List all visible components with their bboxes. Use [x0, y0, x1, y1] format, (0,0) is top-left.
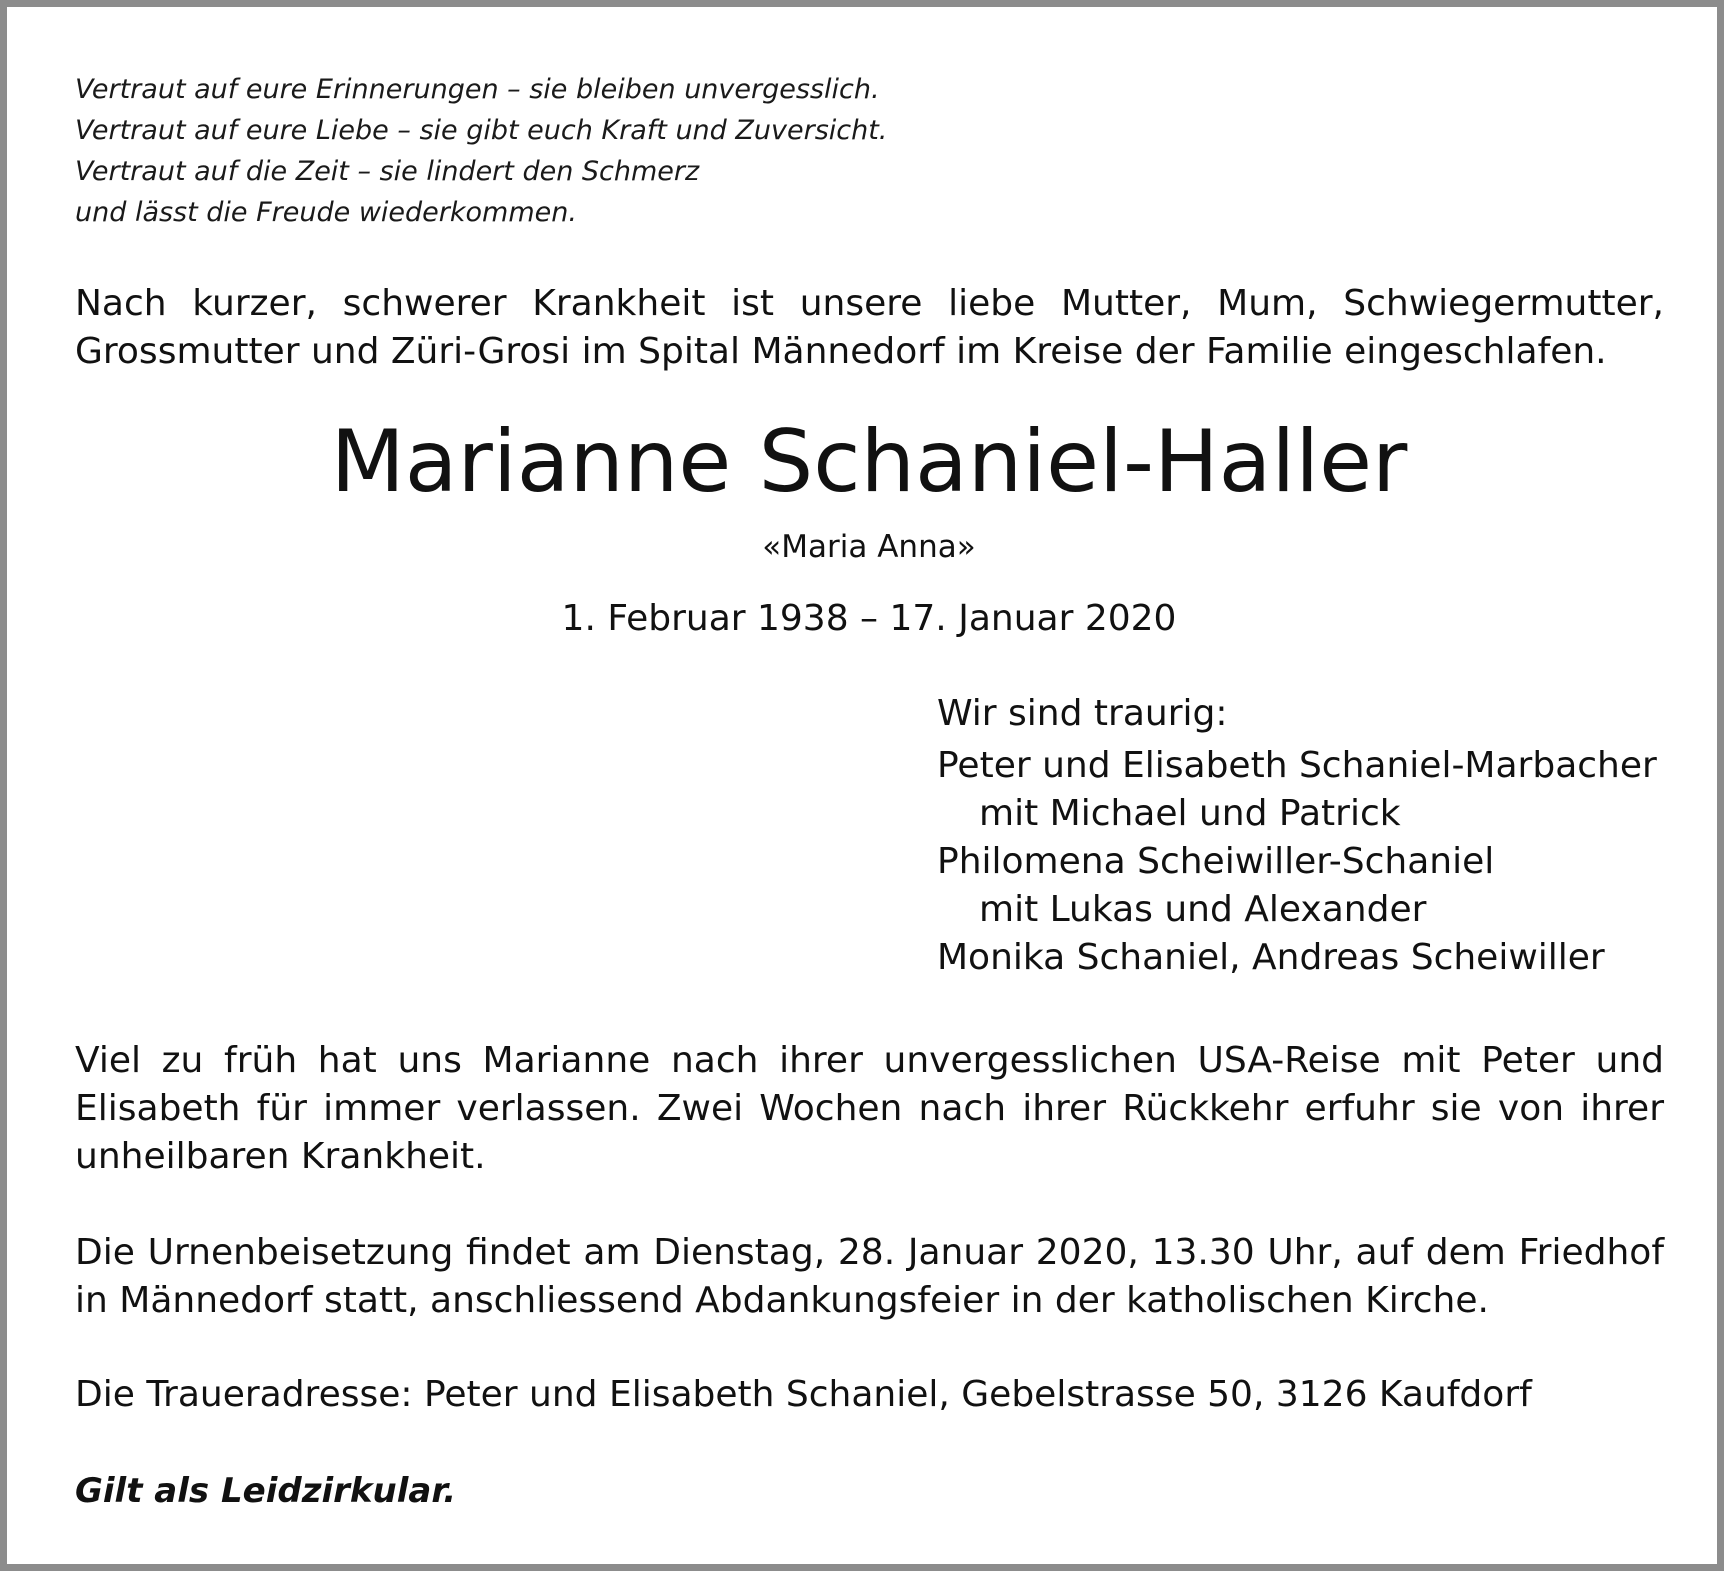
intro-text: Nach kurzer, schwerer Krankheit ist unsere liebe Mutter, Mum, Schwiegermutter, Grossmutter und Züri-Grosi im Spital Männedorf im Kreise der Familie eingeschlafen. [75, 283, 1664, 372]
mourning-address: Die Traueradresse: Peter und Elisabeth Schaniel, Gebelstrasse 50, 3126 Kaufdorf [75, 1374, 1532, 1415]
mourner-line: Monika Schaniel, Andreas Scheiwiller [937, 937, 1605, 978]
poem [75, 69, 1175, 233]
mourner-line: Philomena Scheiwiller-Schaniel [937, 841, 1495, 882]
funeral-info-paragraph: Die Urnenbeisetzung findet am Dienstag, 28. Januar 2020, 13.30 Uhr, auf dem Friedhof in Männedorf statt, anschliessend Abdankungsfeier in der katholischen Kirche. [75, 1232, 1664, 1321]
deceased-nickname: «Maria Anna» [762, 529, 976, 565]
mourners-heading: Wir sind traurig: [937, 693, 1228, 734]
poem-line: und lässt die Freude wiederkommen. [75, 197, 577, 228]
poem-line: Vertraut auf die Zeit – sie lindert den Schmerz [75, 156, 700, 187]
closing-note: Gilt als Leidzirkular. [75, 1471, 457, 1511]
mourner-line: mit Lukas und Alexander [979, 889, 1427, 930]
poem-line: Vertraut auf eure Liebe – sie gibt euch Kraft und Zuversicht. [75, 115, 888, 146]
mourner-line: Peter und Elisabeth Schaniel-Marbacher [937, 745, 1657, 786]
mourner-line: mit Michael und Patrick [979, 793, 1401, 834]
farewell-paragraph: Viel zu früh hat uns Marianne nach ihrer unvergesslichen USA-Reise mit Peter und Elisabeth für immer verlassen. Zwei Wochen nach ihrer Rückkehr erfuhr sie von ihrer unheilbaren Krankheit. [75, 1040, 1664, 1177]
poem-line: Vertraut auf eure Erinnerungen – sie bleiben unvergesslich. [75, 74, 880, 105]
mourners-list [937, 690, 1697, 982]
life-dates: 1. Februar 1938 – 17. Januar 2020 [561, 598, 1177, 639]
deceased-name: Marianne Schaniel-Haller [330, 412, 1408, 512]
